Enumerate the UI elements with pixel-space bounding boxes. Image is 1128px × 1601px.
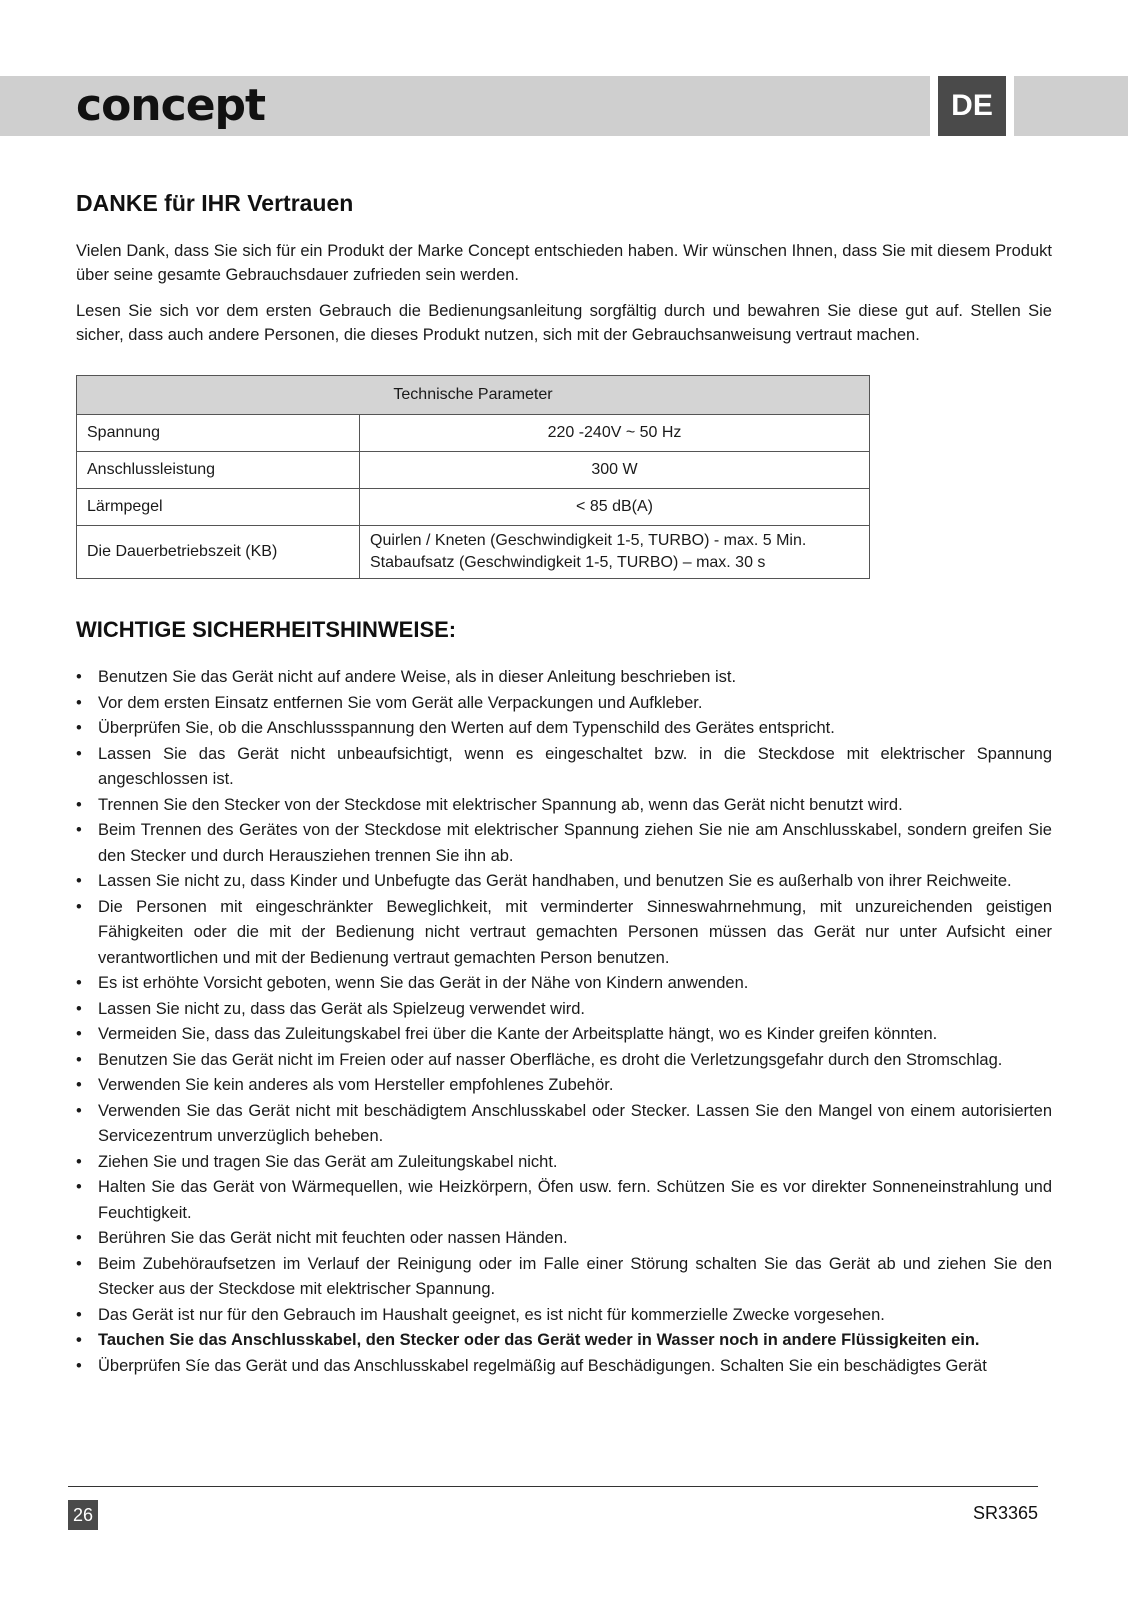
table-heading: Technische Parameter <box>77 376 870 415</box>
list-item-text: Ziehen Sie und tragen Sie das Gerät am Zuleitungskabel nicht. <box>98 1152 558 1171</box>
model-number: SR3365 <box>972 1503 1038 1523</box>
bullet-icon: • <box>76 999 82 1018</box>
param-value-line: Quirlen / Kneten (Geschwindigkeit 1-5, TURBO) - max. 5 Min. <box>370 532 807 549</box>
list-item <box>76 665 1052 691</box>
list-item <box>76 971 1052 997</box>
table-row <box>77 415 870 452</box>
lang-gap-right <box>1006 76 1014 136</box>
list-item <box>76 691 1052 717</box>
list-item-text: Überprüfen Síe das Gerät und das Anschlusskabel regelmäßig auf Beschädigungen. Schalten Sie ein beschädigtes Gerät <box>98 1356 987 1375</box>
bullet-icon: • <box>76 1025 82 1043</box>
list-item-text: Berühren Sie das Gerät nicht mit feuchten oder nassen Händen. <box>98 1229 568 1247</box>
list-item <box>76 1252 1052 1303</box>
list-item-text: Verwenden Sie kein anderes als vom Hersteller empfohlenes Zubehör. <box>98 1076 614 1094</box>
intro-paragraph: Lesen Sie sich vor dem ersten Gebrauch die Bedienungsanleitung sorgfältig durch und bewahren Sie diese gut auf. Stellen Sie sicher, dass auch andere Personen, die dieses Produkt nutzen, sich mit der Gebrauchsanweisung vertraut machen. <box>76 302 1052 344</box>
list-item-text: Benutzen Sie das Gerät nicht im Freien oder auf nasser Oberfläche, es droht die Verletzungsgefahr durch den Stromschlag. <box>98 1050 1003 1069</box>
list-item <box>76 1048 1052 1074</box>
bullet-icon: • <box>76 668 82 686</box>
list-item-text: Verwenden Sie das Gerät nicht mit beschädigtem Anschlusskabel oder Stecker. Lassen Sie den Mangel von einem autorisierten Servicezentrum unverzüglich beheben. <box>98 1101 1052 1145</box>
bullet-icon: • <box>76 795 82 814</box>
bullet-icon: • <box>76 693 82 712</box>
list-item-text: Beim Zubehöraufsetzen im Verlauf der Reinigung oder im Falle einer Störung schalten Sie das Gerät ab und ziehen Sie den Stecker aus der Steckdose mit elektrischer Spannung. <box>98 1254 1052 1298</box>
param-label: Lärmpegel <box>77 489 360 526</box>
list-item <box>76 895 1052 972</box>
list-item <box>76 1022 1052 1048</box>
list-item-text: Trennen Sie den Stecker von der Steckdose mit elektrischer Spannung ab, wenn das Gerät nicht benutzt wird. <box>98 795 903 814</box>
list-item <box>76 1175 1052 1226</box>
language-badge: DE <box>938 76 1006 136</box>
bullet-icon: • <box>76 1254 82 1273</box>
param-value: 220 -240V ~ 50 Hz <box>360 415 870 452</box>
list-item-text: Lassen Sie das Gerät nicht unbeaufsichtigt, wenn es eingeschaltet bzw. in die Steckdose mit elektrischer Spannung angeschlossen ist. <box>98 744 1052 788</box>
bullet-icon: • <box>76 897 82 916</box>
param-label: Die Dauerbetriebszeit (KB) <box>77 526 360 579</box>
list-item-text: Das Gerät ist nur für den Gebrauch im Haushalt geeignet, es ist nicht für kommerzielle Zwecke vorgesehen. <box>98 1305 885 1324</box>
list-item-text: Tauchen Sie das Anschlusskabel, den Stecker oder das Gerät weder in Wasser noch in andere Flüssigkeiten ein. <box>98 1331 980 1349</box>
brand-logo: concept <box>76 80 266 131</box>
bullet-icon: • <box>76 872 82 890</box>
technical-parameters-table <box>76 375 870 579</box>
list-item-text: Die Personen mit eingeschränkter Beweglichkeit, mit verminderter Sinneswahrnehmung, mit unzureichenden geistigen Fähigkeiten oder die mit der Bedienung nicht vertraut gemachten Personen müssen das Gerät nur unter Aufsicht einer verantwortlichen und mit der Bedienung vertraut gemachten Person benutzen. <box>98 897 1052 967</box>
param-value <box>360 526 870 579</box>
intro-paragraph: Vielen Dank, dass Sie sich für ein Produkt der Marke Concept entschieden haben. Wir wünschen Ihnen, dass Sie mit diesem Produkt über seine gesamte Gebrauchsdauer zufrieden sein werden. <box>76 242 1052 284</box>
list-item <box>76 1328 1052 1354</box>
page-number: 26 <box>68 1500 98 1530</box>
bullet-icon: • <box>76 1356 82 1375</box>
param-value: 300 W <box>360 452 870 489</box>
table-row <box>77 489 870 526</box>
list-item-text: Benutzen Sie das Gerät nicht auf andere Weise, als in dieser Anleitung beschrieben ist. <box>98 668 737 686</box>
param-value-line: Stabaufsatz (Geschwindigkeit 1-5, TURBO) – max. 30 s <box>370 554 766 571</box>
footer-divider <box>68 1486 1038 1487</box>
bullet-icon: • <box>76 1305 82 1324</box>
safety-title: WICHTIGE SICHERHEITSHINWEISE: <box>76 617 457 642</box>
lang-gap-left <box>930 76 938 136</box>
list-item <box>76 869 1052 895</box>
main-content <box>76 190 1052 1379</box>
list-item <box>76 716 1052 742</box>
list-item <box>76 1099 1052 1150</box>
list-item-text: Halten Sie das Gerät von Wärmequellen, wie Heizkörpern, Öfen usw. fern. Schützen Sie es vor direkter Sonneneinstrahlung und Feuchtigkeit. <box>98 1178 1052 1222</box>
list-item <box>76 742 1052 793</box>
table-row <box>77 526 870 579</box>
bullet-icon: • <box>76 1178 82 1196</box>
list-item <box>76 997 1052 1023</box>
bullet-icon: • <box>76 1229 82 1247</box>
list-item <box>76 793 1052 819</box>
list-item <box>76 1303 1052 1329</box>
list-item-text: Vermeiden Sie, dass das Zuleitungskabel frei über die Kante der Arbeitsplatte hängt, wo es Kinder greifen könnten. <box>98 1025 938 1043</box>
bullet-icon: • <box>76 974 82 992</box>
bullet-icon: • <box>76 1331 82 1349</box>
bullet-icon: • <box>76 1101 82 1120</box>
bullet-icon: • <box>76 1076 82 1094</box>
param-value: < 85 dB(A) <box>360 489 870 526</box>
bullet-icon: • <box>76 1050 82 1069</box>
list-item <box>76 818 1052 869</box>
table-row <box>77 452 870 489</box>
bullet-icon: • <box>76 719 82 737</box>
list-item-text: Es ist erhöhte Vorsicht geboten, wenn Sie das Gerät in der Nähe von Kindern anwenden. <box>98 974 749 992</box>
list-item-text: Beim Trennen des Gerätes von der Steckdose mit elektrischer Spannung ziehen Sie nie am Anschlusskabel, sondern greifen Sie den Stecker und durch Herausziehen trennen Sie ihn ab. <box>98 821 1052 865</box>
list-item-text: Lassen Sie nicht zu, dass das Gerät als Spielzeug verwendet wird. <box>98 999 586 1018</box>
param-label: Anschlussleistung <box>77 452 360 489</box>
list-item-text: Überprüfen Sie, ob die Anschlussspannung den Werten auf dem Typenschild des Gerätes entspricht. <box>98 719 835 737</box>
list-item <box>76 1073 1052 1099</box>
bullet-icon: • <box>76 821 82 839</box>
intro-title: DANKE für IHR Vertrauen <box>76 190 354 216</box>
bullet-icon: • <box>76 744 82 763</box>
bullet-icon: • <box>76 1152 82 1171</box>
param-label: Spannung <box>77 415 360 452</box>
list-item-text: Vor dem ersten Einsatz entfernen Sie vom Gerät alle Verpackungen und Aufkleber. <box>98 693 703 712</box>
list-item-text: Lassen Sie nicht zu, dass Kinder und Unbefugte das Gerät handhaben, und benutzen Sie es außerhalb von ihrer Reichweite. <box>98 872 1012 890</box>
list-item <box>76 1354 1052 1380</box>
list-item <box>76 1226 1052 1252</box>
list-item <box>76 1150 1052 1176</box>
safety-list <box>76 665 1052 1379</box>
